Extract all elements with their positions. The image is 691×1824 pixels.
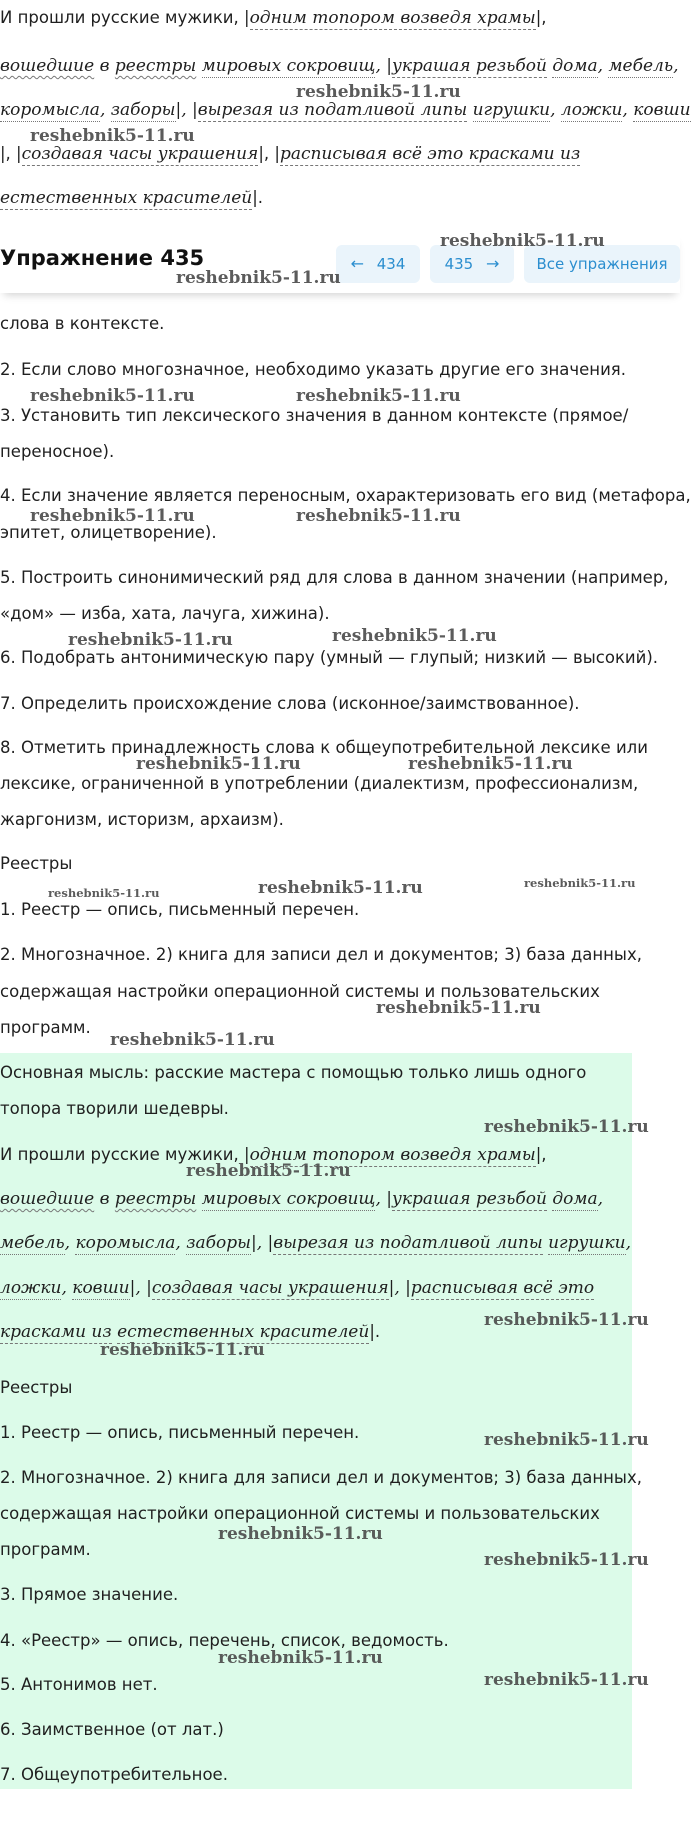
answer-sentence-line-1: И прошли русские мужики, |одним топором возведя храмы|, <box>0 1145 547 1165</box>
intro-line-4: |, |создавая часы украшения|, |расписывая всё это красками из <box>0 144 581 164</box>
plan-line: 6. Подобрать антонимическую пару (умный — глупый; низкий — высокий). <box>0 648 659 667</box>
watermark: reshebnik5-11.ru <box>218 1524 383 1544</box>
plan-line: программ. <box>0 1018 91 1037</box>
watermark: reshebnik5-11.ru <box>110 1030 275 1050</box>
watermark: reshebnik5-11.ru <box>296 82 461 102</box>
watermark: reshebnik5-11.ru <box>296 386 461 406</box>
watermark: reshebnik5-11.ru <box>484 1310 649 1330</box>
watermark: reshebnik5-11.ru <box>484 1430 649 1450</box>
plan-line: 4. Если значение является переносным, охарактеризовать его вид (метафора, <box>0 486 691 505</box>
intro-line-5: естественных красителей|. <box>0 188 264 208</box>
answer-sentence-line-2: вошедшие в реестры мировых сокровищ, |украшая резьбой дома, <box>0 1189 604 1209</box>
section-heading: Реестры <box>0 1378 73 1397</box>
watermark: reshebnik5-11.ru <box>186 1161 351 1181</box>
plan-line: 5. Построить синонимический ряд для слова в данном значении (например, <box>0 568 669 587</box>
answer-item: 4. «Реестр» — опись, перечень, список, ведомость. <box>0 1631 449 1650</box>
watermark: reshebnik5-11.ru <box>218 1648 383 1668</box>
answer-item: 3. Прямое значение. <box>0 1585 179 1604</box>
watermark: reshebnik5-11.ru <box>440 231 605 251</box>
watermark: reshebnik5-11.ru <box>484 1670 649 1690</box>
watermark: reshebnik5-11.ru <box>258 878 423 898</box>
watermark: reshebnik5-11.ru <box>48 886 160 900</box>
plan-line: содержащая настройки операционной системы и пользовательских <box>0 982 600 1001</box>
plan-line: 8. Отметить принадлежность слова к общеупотребительной лексике или <box>0 738 648 757</box>
watermark: reshebnik5-11.ru <box>68 630 233 650</box>
plan-line: 3. Установить тип лексического значения в данном контексте (прямое/ <box>0 406 629 425</box>
watermark: reshebnik5-11.ru <box>484 1550 649 1570</box>
answer-sentence-line-3: мебель, коромысла, заборы|, |вырезая из податливой липы игрушки, <box>0 1233 631 1253</box>
page-title: Упражнение 435 <box>0 246 205 270</box>
next-exercise-button[interactable]: 435 → <box>430 245 514 283</box>
answer-item: 6. Заимственное (от лат.) <box>0 1720 224 1739</box>
intro-line-1: И прошли русские мужики, |одним топором возведя храмы|, <box>0 8 547 28</box>
watermark: reshebnik5-11.ru <box>30 126 195 146</box>
plan-line: 2. Многозначное. 2) книга для записи дел и документов; 3) база данных, <box>0 945 642 964</box>
watermark: reshebnik5-11.ru <box>176 268 341 288</box>
plan-line: 2. Если слово многозначное, необходимо указать другие его значения. <box>0 360 626 379</box>
watermark: reshebnik5-11.ru <box>30 386 195 406</box>
intro-line-2: вошедшие в реестры мировых сокровищ, |украшая резьбой дома, мебель, <box>0 56 679 76</box>
watermark: reshebnik5-11.ru <box>30 506 195 526</box>
answer-item: 7. Общеупотребительное. <box>0 1765 228 1784</box>
plan-line: слова в контексте. <box>0 314 165 333</box>
arrow-left-icon: ← <box>350 254 364 273</box>
all-exercises-button[interactable]: Все упражнения <box>524 245 680 283</box>
answer-item: содержащая настройки операционной системы и пользовательских <box>0 1504 600 1523</box>
watermark: reshebnik5-11.ru <box>136 754 301 774</box>
answer-item: 2. Многозначное. 2) книга для записи дел и документов; 3) база данных, <box>0 1468 642 1487</box>
plan-line: лексике, ограниченной в употреблении (диалектизм, профессионализм, <box>0 774 639 793</box>
plan-line: жаргонизм, историзм, архаизм). <box>0 810 284 829</box>
arrow-right-icon: → <box>486 254 500 273</box>
answer-item: 1. Реестр — опись, письменный перечен. <box>0 1423 360 1442</box>
answer-item: 5. Антонимов нет. <box>0 1675 158 1694</box>
watermark: reshebnik5-11.ru <box>296 506 461 526</box>
intro-line-3: коромысла, заборы|, |вырезая из податливой липы игрушки, ложки, ковши <box>0 100 691 120</box>
plan-line: эпитет, олицетворение). <box>0 523 217 542</box>
watermark: reshebnik5-11.ru <box>524 876 636 890</box>
plan-line: 7. Определить происхождение слова (исконное/заимствованное). <box>0 694 580 713</box>
watermark: reshebnik5-11.ru <box>408 754 573 774</box>
plan-line: «дом» — изба, хата, лачуга, хижина). <box>0 604 330 623</box>
main-idea-line: Основная мысль: расские мастера с помощью только лишь одного <box>0 1063 587 1082</box>
prev-exercise-button[interactable]: ← 434 <box>336 245 420 283</box>
plan-line: 1. Реестр — опись, письменный перечен. <box>0 900 360 919</box>
answer-sentence-line-4: ложки, ковши|, |создавая часы украшения|, |расписывая всё это <box>0 1278 595 1298</box>
answer-sentence-line-5: красками из естественных красителей|. <box>0 1322 381 1342</box>
plan-line: переносное). <box>0 442 115 461</box>
watermark: reshebnik5-11.ru <box>332 626 497 646</box>
watermark: reshebnik5-11.ru <box>100 1340 265 1360</box>
watermark: reshebnik5-11.ru <box>484 1117 649 1137</box>
answer-item: программ. <box>0 1540 91 1559</box>
section-heading: Реестры <box>0 854 73 873</box>
watermark: reshebnik5-11.ru <box>376 998 541 1018</box>
main-idea-line: топора творили шедевры. <box>0 1099 229 1118</box>
